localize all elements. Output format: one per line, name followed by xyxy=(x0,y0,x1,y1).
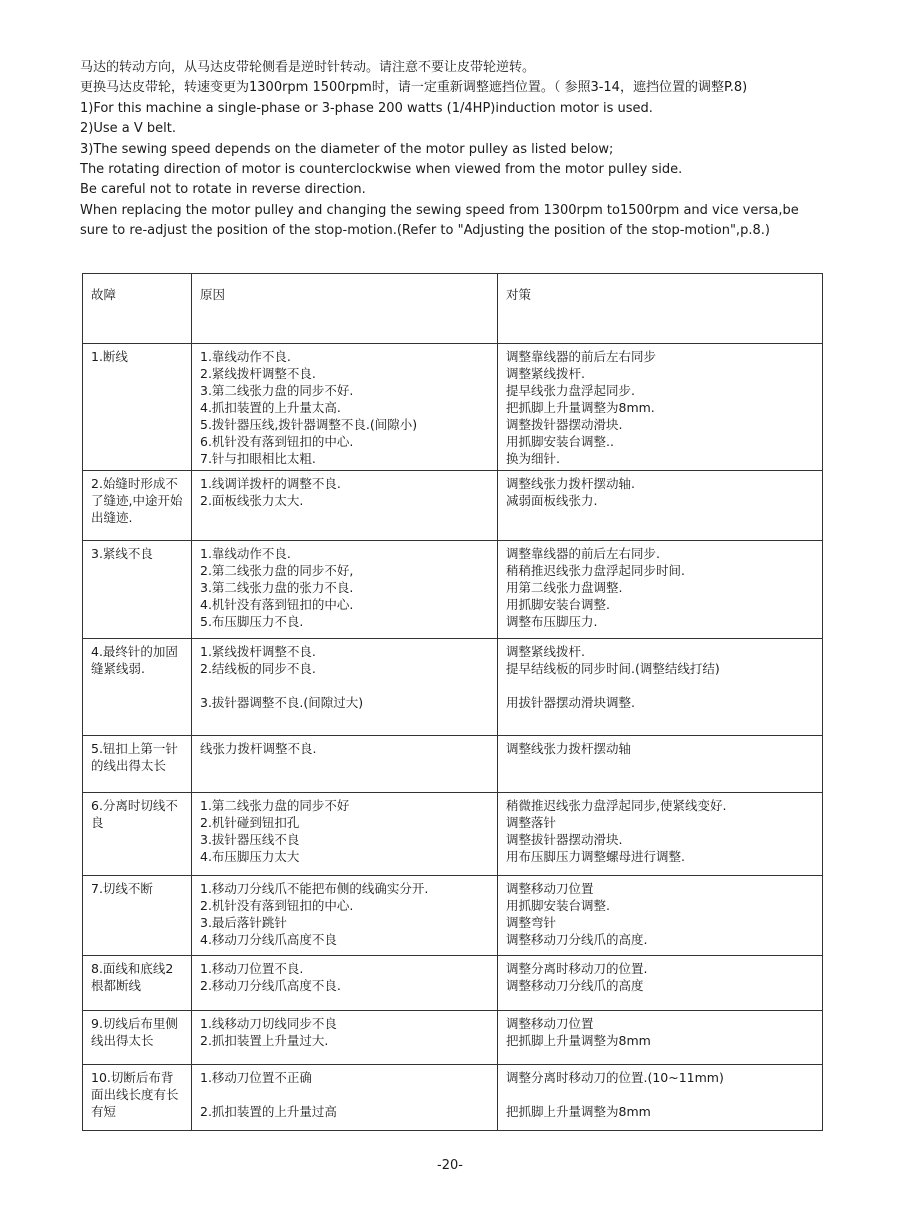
remedy-line: 调整紧线拨杆. xyxy=(506,644,585,659)
remedy-line xyxy=(506,1086,814,1103)
cause-cell xyxy=(192,344,498,471)
table-row xyxy=(83,344,823,471)
cause-line: 1.移动刀位置不良. xyxy=(200,961,304,976)
remedy-line: 把抓脚上升量调整为8mm. xyxy=(506,400,655,415)
remedy-line: 调整拨针器摆动滑块. xyxy=(506,417,623,432)
cause-cell xyxy=(192,639,498,736)
cause-line: 2.面板线张力太大. xyxy=(200,493,304,508)
cause-cell xyxy=(192,1011,498,1065)
page-number: -20- xyxy=(437,1158,463,1173)
remedy-line: 提早线张力盘浮起同步. xyxy=(506,383,635,398)
table-row xyxy=(83,876,823,956)
remedy-line: 调整移动刀分线爪的高度 xyxy=(506,978,644,993)
intro-line: 1)For this machine a single-phase or 3-phase 200 watts (1/4HP)induction motor is used. xyxy=(80,100,653,116)
remedy-cell xyxy=(498,471,823,541)
remedy-line: 换为细针. xyxy=(506,451,560,466)
remedy-cell xyxy=(498,956,823,1011)
remedy-line: 调整靠线器的前后左右同步 xyxy=(506,349,657,364)
remedy-cell xyxy=(498,639,823,736)
remedy-line: 调整移动刀位置 xyxy=(506,1016,594,1031)
column-header-remedy: 对策 xyxy=(498,274,823,344)
fault-cell: 9.切线后布里侧线出得太长 xyxy=(83,1011,192,1065)
remedy-line: 调整移动刀位置 xyxy=(506,881,594,896)
cause-line: 5.布压脚压力不良. xyxy=(200,614,304,629)
cause-line: 2.机针没有落到钮扣的中心. xyxy=(200,898,354,913)
remedy-cell xyxy=(498,1011,823,1065)
table-row xyxy=(83,793,823,876)
remedy-cell xyxy=(498,793,823,876)
remedy-line: 用抓脚安装台调整.. xyxy=(506,434,614,449)
column-header-cause: 原因 xyxy=(192,274,498,344)
remedy-line: 调整靠线器的前后左右同步. xyxy=(506,546,660,561)
table-row xyxy=(83,639,823,736)
table-row xyxy=(83,471,823,541)
cause-line: 3.第二线张力盘的张力不良. xyxy=(200,580,354,595)
table-row xyxy=(83,956,823,1011)
cause-cell xyxy=(192,736,498,793)
remedy-cell xyxy=(498,876,823,956)
remedy-line: 调整拔针器摆动滑块. xyxy=(506,832,623,847)
remedy-cell xyxy=(498,541,823,639)
remedy-line: 稍稍推迟线张力盘浮起同步时间. xyxy=(506,563,685,578)
cause-line: 1.线调详拨杆的调整不良. xyxy=(200,476,341,491)
cause-line xyxy=(200,1086,489,1103)
cause-line: 4.机针没有落到钮扣的中心. xyxy=(200,597,354,612)
remedy-line: 调整弯针 xyxy=(506,915,557,930)
remedy-line: 调整分离时移动刀的位置.(10~11mm) xyxy=(506,1070,724,1085)
cause-cell xyxy=(192,793,498,876)
intro-line: 2)Use a V belt. xyxy=(80,121,176,137)
table-row xyxy=(83,541,823,639)
remedy-line: 调整落针 xyxy=(506,815,557,830)
remedy-line: 调整分离时移动刀的位置. xyxy=(506,961,648,976)
cause-line: 2.紧线拨杆调整不良. xyxy=(200,366,316,381)
table-row xyxy=(83,1011,823,1065)
table-row xyxy=(83,1065,823,1131)
remedy-line: 用拔针器摆动滑块调整. xyxy=(506,695,635,710)
fault-cell: 4.最终针的加固缝紧线弱. xyxy=(83,639,192,736)
remedy-line: 用抓脚安装台调整. xyxy=(506,597,610,612)
remedy-line: 稍微推迟线张力盘浮起同步,使紧线变好. xyxy=(506,798,727,813)
cause-line: 2.第二线张力盘的同步不好, xyxy=(200,563,354,578)
cause-line: 2.结线板的同步不良. xyxy=(200,661,316,676)
table-row xyxy=(83,736,823,793)
remedy-line: 调整线张力拨杆摆动轴 xyxy=(506,741,632,756)
fault-cell: 8.面线和底线2根都断线 xyxy=(83,956,192,1011)
cause-cell xyxy=(192,471,498,541)
cause-line: 3.拔针器压线不良 xyxy=(200,832,300,847)
remedy-cell xyxy=(498,344,823,471)
remedy-cell xyxy=(498,736,823,793)
column-header-fault: 故障 xyxy=(83,274,192,344)
intro-line: 马达的转动方向，从马达皮带轮侧看是逆时针转动。请注意不要让皮带轮逆转。 xyxy=(80,60,536,75)
remedy-line: 用抓脚安装台调整. xyxy=(506,898,610,913)
cause-line: 3.拔针器调整不良.(间隙过大) xyxy=(200,695,364,710)
cause-line: 2.抓扣装置上升量过大. xyxy=(200,1033,329,1048)
cause-line: 线张力拨杆调整不良. xyxy=(200,741,317,756)
fault-cell: 3.紧线不良 xyxy=(83,541,192,639)
fault-cell: 7.切线不断 xyxy=(83,876,192,956)
cause-line: 1.靠线动作不良. xyxy=(200,349,291,364)
fault-cell: 5.钮扣上第一针的线出得太长 xyxy=(83,736,192,793)
cause-line: 3.最后落针跳针 xyxy=(200,915,287,930)
table-header-row xyxy=(83,274,823,344)
cause-line: 5.拨针器压线,拨针器调整不良.(间隙小) xyxy=(200,417,418,432)
cause-line: 3.第二线张力盘的同步不好. xyxy=(200,383,354,398)
intro-line: When replacing the motor pulley and changing the sewing speed from 1300rpm to1500rpm and vice versa,be sure to re-adjust the position of the stop-motion.(Refer to "Adjusting the position of the stop-motion",p.8.) xyxy=(80,202,799,239)
remedy-line: 减弱面板线张力. xyxy=(506,493,598,508)
cause-line: 1.移动刀分线爪不能把布侧的线确实分开. xyxy=(200,881,429,896)
cause-line: 1.线移动刀切线同步不良 xyxy=(200,1016,337,1031)
cause-line xyxy=(200,677,489,694)
cause-line: 4.移动刀分线爪高度不良 xyxy=(200,932,337,947)
fault-cell: 10.切断后布背面出线长度有长有短 xyxy=(83,1065,192,1131)
cause-line: 4.布压脚压力太大 xyxy=(200,849,300,864)
remedy-line: 把抓脚上升量调整为8mm xyxy=(506,1104,651,1119)
remedy-line xyxy=(506,677,814,694)
troubleshooting-table xyxy=(82,273,823,1131)
cause-cell xyxy=(192,876,498,956)
intro-text xyxy=(80,58,830,242)
cause-line: 2.机针碰到钮扣孔 xyxy=(200,815,300,830)
cause-line: 1.第二线张力盘的同步不好 xyxy=(200,798,350,813)
cause-line: 1.紧线拨杆调整不良. xyxy=(200,644,316,659)
cause-cell xyxy=(192,541,498,639)
remedy-line: 调整线张力拨杆摆动轴. xyxy=(506,476,635,491)
cause-line: 6.机针没有落到钮扣的中心. xyxy=(200,434,354,449)
remedy-cell xyxy=(498,1065,823,1131)
remedy-line: 用第二线张力盘调整. xyxy=(506,580,623,595)
cause-line: 1.移动刀位置不正确 xyxy=(200,1070,312,1085)
cause-cell xyxy=(192,1065,498,1131)
remedy-line: 用布压脚压力调整螺母进行调整. xyxy=(506,849,685,864)
cause-line: 4.抓扣装置的上升量太高. xyxy=(200,400,341,415)
cause-line: 2.移动刀分线爪高度不良. xyxy=(200,978,341,993)
cause-line: 7.针与扣眼相比太粗. xyxy=(200,451,316,466)
intro-line: 更换马达皮带轮，转速变更为1300rpm 1500rpm时，请一定重新调整遮挡位置。（ 参照3-14，遮挡位置的调整P.8) xyxy=(80,80,748,96)
intro-line: 3)The sewing speed depends on the diameter of the motor pulley as listed below; xyxy=(80,141,614,157)
cause-line: 1.靠线动作不良. xyxy=(200,546,291,561)
intro-line: Be careful not to rotate in reverse direction. xyxy=(80,182,366,198)
fault-cell: 6.分离时切线不良 xyxy=(83,793,192,876)
remedy-line: 调整移动刀分线爪的高度. xyxy=(506,932,648,947)
cause-cell xyxy=(192,956,498,1011)
remedy-line: 把抓脚上升量调整为8mm xyxy=(506,1033,651,1048)
remedy-line: 调整紧线拨杆. xyxy=(506,366,585,381)
intro-line: The rotating direction of motor is counterclockwise when viewed from the motor pulley side. xyxy=(80,162,683,178)
fault-cell: 2.始缝时形成不了缝迹,中途开始出缝迹. xyxy=(83,471,192,541)
cause-line: 2.抓扣装置的上升量过高 xyxy=(200,1104,337,1119)
remedy-line: 调整布压脚压力. xyxy=(506,614,598,629)
remedy-line: 提早结线板的同步时间.(调整结线打结) xyxy=(506,661,720,676)
table-body xyxy=(83,344,823,1131)
fault-cell: 1.断线 xyxy=(83,344,192,471)
